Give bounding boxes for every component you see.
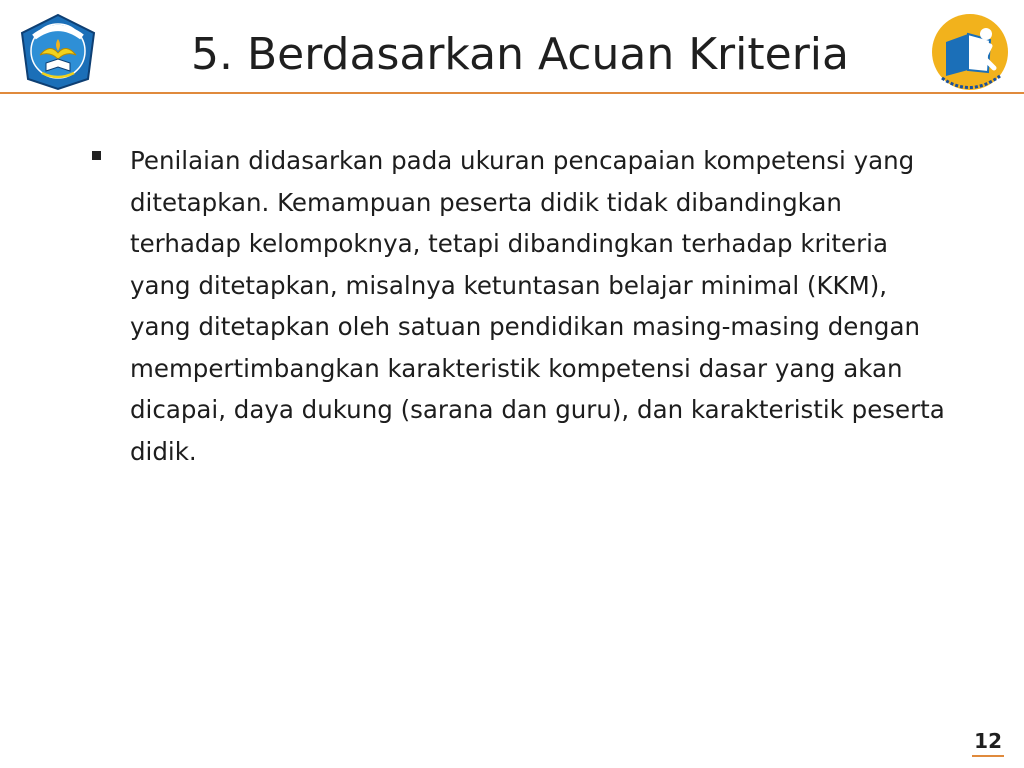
square-bullet-icon — [92, 151, 101, 160]
bullet-text: Penilaian didasarkan pada ukuran pencapaian kompetensi yang ditetapkan. Kemampuan peserta didik tidak dibandingkan terhadap kelompoknya, tetapi dibandingkan terhadap kriteria yang ditetapkan, misalnya ketuntasan belajar minimal (KKM), yang ditetapkan oleh satuan pendidikan masing-masing dengan mempertimbangkan karakteristik kompetensi dasar yang akan dicapai, daya dukung (sarana dan guru), dan karakteristik peserta didik. — [130, 146, 945, 466]
slide-content — [92, 140, 952, 472]
page-number: 12 — [972, 729, 1004, 757]
bullet-item — [92, 140, 952, 472]
title-divider — [0, 92, 1024, 94]
slide-title: 5. Berdasarkan Acuan Kriteria — [191, 29, 849, 80]
